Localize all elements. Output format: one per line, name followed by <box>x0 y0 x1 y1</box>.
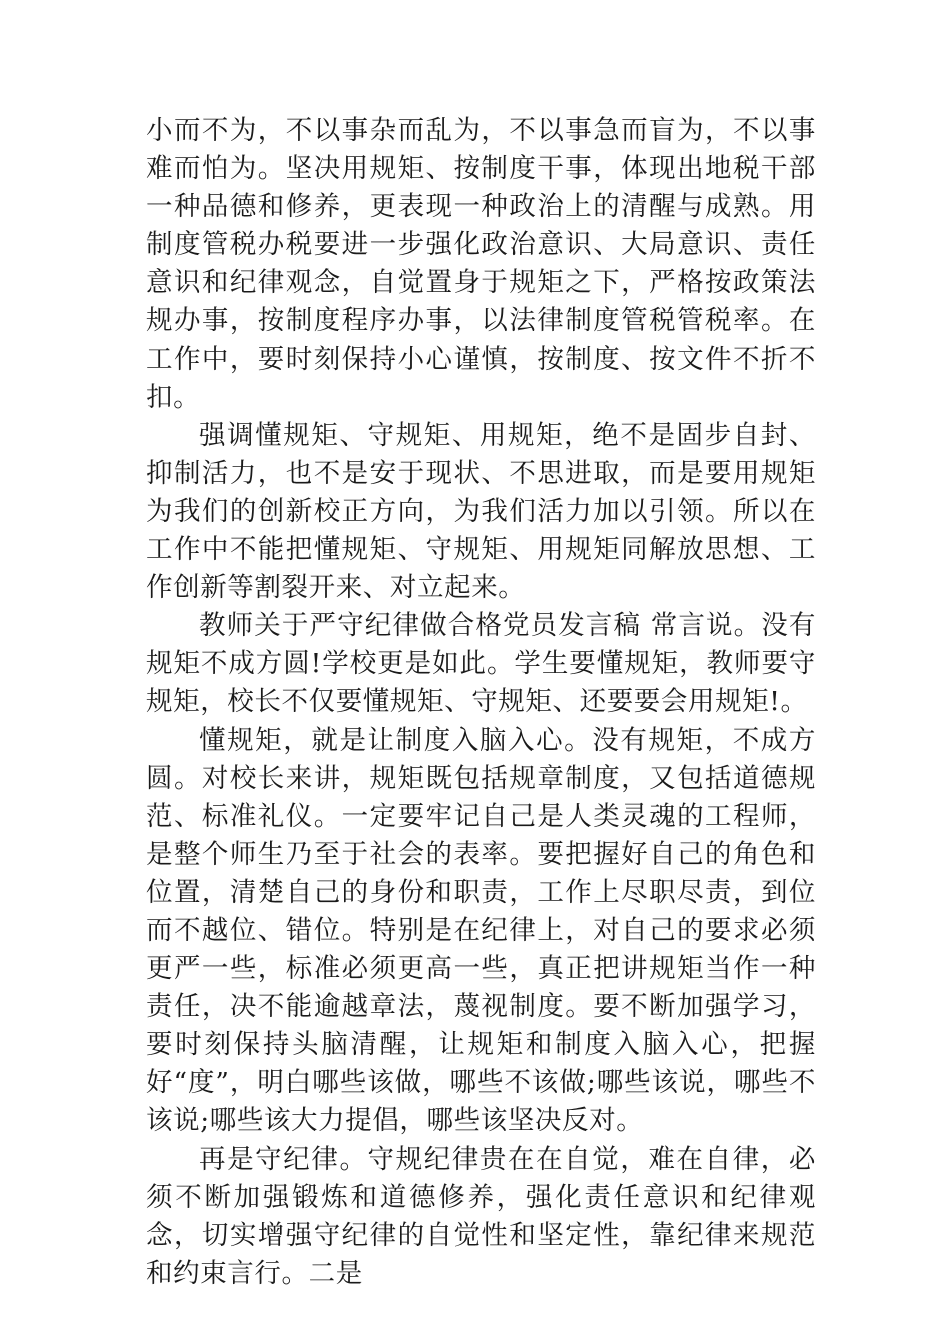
paragraph: 教师关于严守纪律做合格党员发言稿 常言说。没有规矩不成方圆!学校更是如此。学生要懂规矩，教师要守规矩，校长不仅要懂规矩、守规矩、还要要会用规矩!。 <box>146 610 816 718</box>
paragraph-continuation: 小而不为，不以事杂而乱为，不以事急而盲为，不以事难而怕为。坚决用规矩、按制度干事，体现出地税干部一种品德和修养，更表现一种政治上的清醒与成熟。用制度管税办税要进一步强化政治意识、大局意识、责任意识和纪律观念，自觉置身于规矩之下，严格按政策法规办事，按制度程序办事，以法律制度管税管税率。在工作中，要时刻保持小心谨慎，按制度、按文件不折不扣。 <box>146 115 816 413</box>
body-text <box>146 112 816 1293</box>
paragraph: 再是守纪律。守规纪律贵在在自觉，难在自律，必须不断加强锻炼和道德修养，强化责任意识和纪律观念，切实增强守纪律的自觉性和坚定性，靠纪律来规范和约束言行。二是 <box>146 1143 816 1289</box>
paragraph: 强调懂规矩、守规矩、用规矩，绝不是固步自封、抑制活力，也不是安于现状、不思进取，而是要用规矩为我们的创新校正方向，为我们活力加以引领。所以在工作中不能把懂规矩、守规矩、用规矩同解放思想、工作创新等割裂开来、对立起来。 <box>146 419 816 604</box>
paragraph: 懂规矩，就是让制度入脑入心。没有规矩，不成方圆。对校长来讲，规矩既包括规章制度，又包括道德规范、标准礼仪。一定要牢记自己是人类灵魂的工程师，是整个师生乃至于社会的表率。要把握好自己的角色和位置，清楚自己的身份和职责，工作上尽职尽责，到位而不越位、错位。特别是在纪律上，对自己的要求必须更严一些，标准必须更高一些，真正把讲规矩当作一种责任，决不能逾越章法，蔑视制度。要不断加强学习，要时刻保持头脑清醒，让规矩和制度入脑入心，把握好“度”，明白哪些该做，哪些不该做;哪些该说，哪些不该说;哪些该大力提倡，哪些该坚决反对。 <box>146 724 816 1137</box>
